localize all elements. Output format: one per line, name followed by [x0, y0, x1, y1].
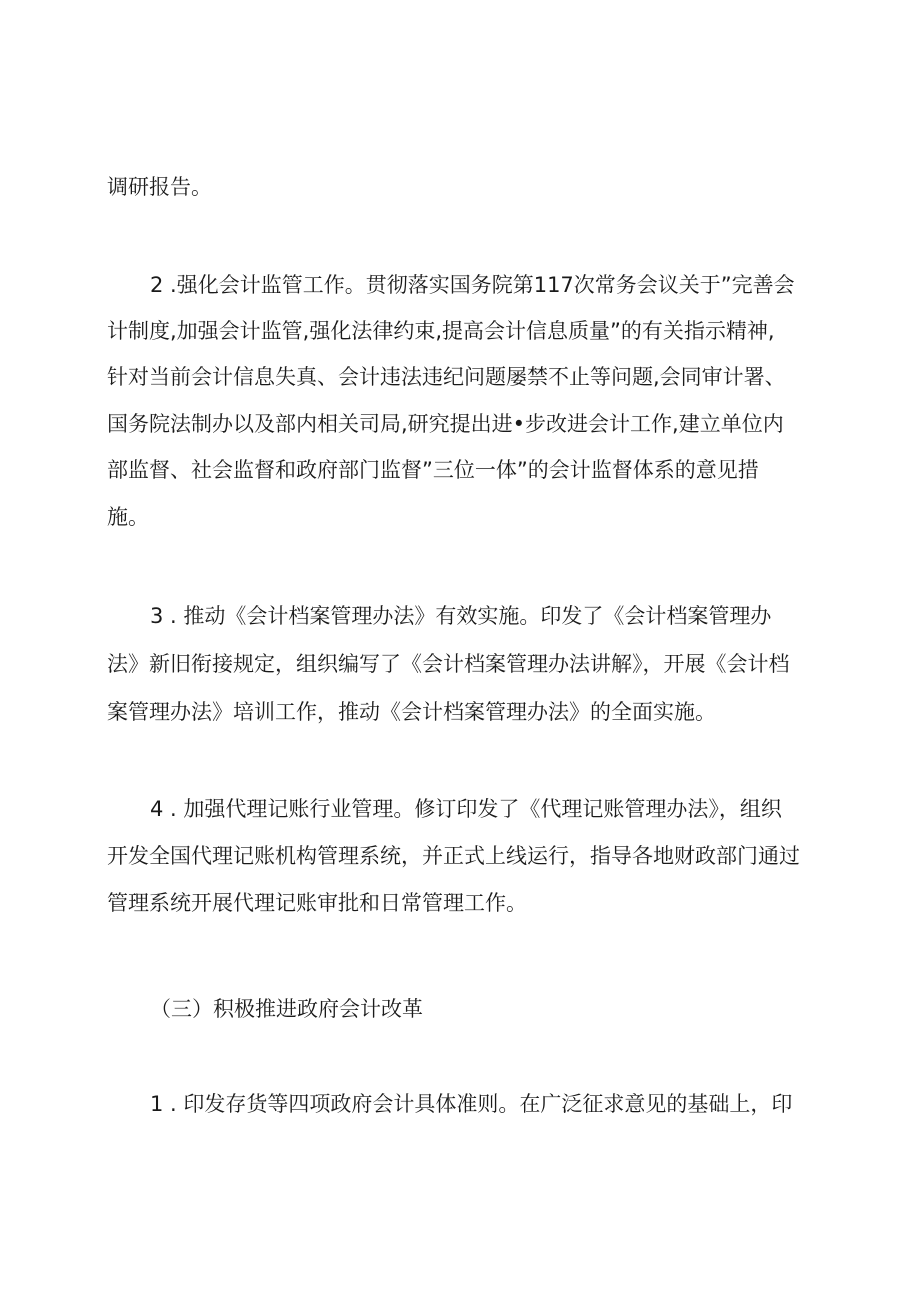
paragraph-line: 2 .强化会计监管工作。贯彻落实国务院第117次常务会议关于”完善会 [150, 273, 795, 297]
paragraph-line: 3 . 推动《会计档案管理办法》有效实施。印发了《会计档案管理办 [150, 604, 772, 628]
paragraph-line: 开发全国代理记账机构管理系统，并正式上线运行，指导各地财政部门通过 [107, 844, 800, 868]
paragraph-line: 4 . 加强代理记账行业管理。修订印发了《代理记账管理办法》，组织 [150, 797, 782, 821]
paragraph-line: 国务院法制办以及部内相关司局,研究提出进•步改进会计工作,建立单位内 [107, 412, 784, 436]
continuation-line: 调研报告。 [107, 175, 212, 199]
paragraph-line: 法》新旧衔接规定，组织编写了《会计档案管理办法讲解》，开展《会计档 [107, 652, 790, 676]
paragraph-line: 案管理办法》培训工作，推动《会计档案管理办法》的全面实施。 [107, 700, 716, 724]
paragraph-line: 施。 [107, 505, 149, 529]
paragraph-line: 管理系统开展代理记账审批和日常管理工作。 [107, 891, 527, 915]
paragraph-line: 部监督、社会监督和政府部门监督”三位一体”的会计监督体系的意见措 [107, 458, 759, 482]
paragraph-line: 1 . 印发存货等四项政府会计具体准则。在广泛征求意见的基础上，印 [150, 1092, 793, 1116]
paragraph-line: 计制度,加强会计监管,强化法律约束,提高会计信息质量”的有关指示精神, [107, 319, 775, 343]
section-heading: （三）积极推进政府会计改革 [150, 997, 423, 1021]
paragraph-line: 针对当前会计信息失真、会计违法违纪问题屡禁不止等问题,会同审计署、 [107, 365, 786, 389]
